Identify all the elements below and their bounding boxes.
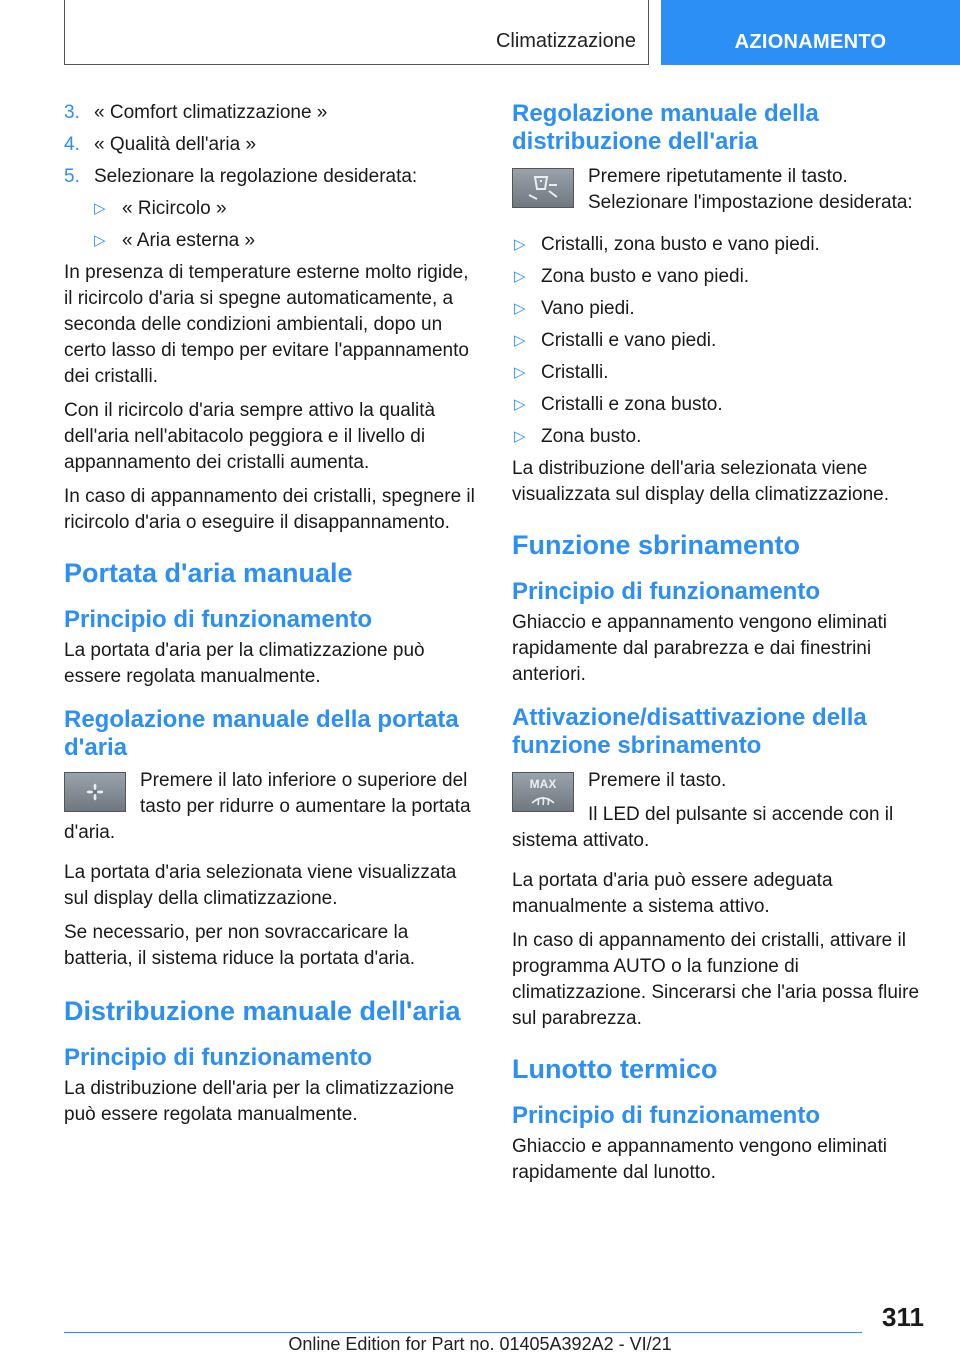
instruction-with-button <box>512 768 926 854</box>
left-column <box>64 100 478 1136</box>
heading-principio: Principio di funzionamento <box>512 1102 820 1129</box>
header-left-border <box>64 0 65 64</box>
heading-distribuzione: Distribuzione manuale dell'aria <box>64 996 461 1026</box>
instruction-with-button <box>512 164 926 216</box>
right-column <box>512 100 926 1194</box>
step-number: 3. <box>64 102 80 123</box>
header-divider <box>648 0 649 64</box>
chapter-tab[interactable] <box>661 0 960 65</box>
sub-option-text: « Ricircolo » <box>122 198 227 219</box>
step-text: Selezionare la regolazione desiderata: <box>94 166 418 187</box>
chapter-tab-label: AZIONAMENTO <box>734 31 887 53</box>
paragraph: In presenza di temperature esterne molto rigide, il ricircolo d'aria si spegne automaticamente, a seconda delle condizioni ambientali, dopo un certo lasso di tempo per evitare l'appannamento dei cristalli. <box>64 262 469 387</box>
list-item-text: Zona busto. <box>541 426 642 447</box>
triangle-bullet-icon: ▷ <box>514 300 526 317</box>
list-item <box>512 328 926 354</box>
step-3 <box>64 100 478 126</box>
triangle-bullet-icon: ▷ <box>514 236 526 253</box>
heading-attivazione: Attivazione/disattivazione della funzione sbrinamento <box>512 704 867 759</box>
heading-lunotto: Lunotto termico <box>512 1054 718 1084</box>
list-item-text: Vano piedi. <box>541 298 635 319</box>
paragraph: Il LED del pulsante si accende con il sistema attivato. <box>512 804 894 851</box>
paragraph: Premere ripetutamente il tasto. Selezionare l'impostazione desiderata: <box>588 166 913 213</box>
heading-principio: Principio di funzionamento <box>64 606 372 633</box>
paragraph: Se necessario, per non sovraccaricare la batteria, il sistema riduce la portata d'aria. <box>64 922 416 969</box>
header-rule <box>64 64 649 65</box>
step-text: « Qualità dell'aria » <box>94 134 257 155</box>
list-item-text: Cristalli, zona busto e vano piedi. <box>541 234 820 255</box>
triangle-bullet-icon: ▷ <box>94 232 106 249</box>
paragraph: In caso di appannamento dei cristalli, attivare il programma AUTO o la funzione di climatizzazione. Sincerarsi che l'aria possa fluire sul parabrezza. <box>512 930 920 1029</box>
triangle-bullet-icon: ▷ <box>94 200 106 217</box>
list-item <box>512 424 926 450</box>
list-item <box>512 360 926 386</box>
max-label: MAX <box>529 776 557 791</box>
step-5 <box>64 164 478 190</box>
air-distribution-button-icon <box>512 168 574 208</box>
heading-sbrinamento: Funzione sbrinamento <box>512 530 801 560</box>
paragraph: La portata d'aria può essere adeguata manualmente a sistema attivo. <box>512 870 833 917</box>
heading-regolazione-distribuzione: Regolazione manuale della distribuzione dell'aria <box>512 100 819 155</box>
paragraph: La portata d'aria selezionata viene visualizzata sul display della climatizzazione. <box>64 862 457 909</box>
section-title: Climatizzazione <box>495 30 636 52</box>
triangle-bullet-icon: ▷ <box>514 364 526 381</box>
heading-principio: Principio di funzionamento <box>64 1044 372 1071</box>
list-item <box>512 296 926 322</box>
list-item <box>512 392 926 418</box>
heading-portata: Portata d'aria manuale <box>64 558 353 588</box>
paragraph: Ghiaccio e appannamento vengono eliminati rapidamente dal parabrezza e dai finestrini anteriori. <box>512 612 887 685</box>
paragraph: Con il ricircolo d'aria sempre attivo la qualità dell'aria nell'abitacolo peggiora e il livello di appannamento dei cristalli aumenta. <box>64 400 436 473</box>
triangle-bullet-icon: ▷ <box>514 332 526 349</box>
fan-button-icon <box>64 772 126 812</box>
paragraph: In caso di appannamento dei cristalli, spegnere il ricircolo d'aria o eseguire il disappannamento. <box>64 486 475 533</box>
paragraph: La distribuzione dell'aria selezionata viene visualizzata sul display della climatizzazione. <box>512 458 890 505</box>
paragraph: Premere il tasto. <box>588 770 727 791</box>
list-item-text: Cristalli. <box>541 362 609 383</box>
page-number: 311 <box>882 1302 924 1332</box>
heading-principio: Principio di funzionamento <box>512 578 820 605</box>
paragraph: Ghiaccio e appannamento vengono eliminati rapidamente dal lunotto. <box>512 1136 887 1183</box>
heading-regolazione-portata: Regolazione manuale della portata d'aria <box>64 706 459 761</box>
triangle-bullet-icon: ▷ <box>514 396 526 413</box>
list-item-text: Cristalli e vano piedi. <box>541 330 717 351</box>
paragraph: La portata d'aria per la climatizzazione può essere regolata manualmente. <box>64 640 425 687</box>
list-item <box>512 232 926 258</box>
step-number: 4. <box>64 134 80 155</box>
footer-rule <box>64 1332 862 1333</box>
distribution-options <box>512 232 926 450</box>
max-defrost-button-icon <box>512 772 574 812</box>
step-4 <box>64 132 478 158</box>
sub-option-text: « Aria esterna » <box>122 230 256 251</box>
sub-option <box>64 228 478 254</box>
triangle-bullet-icon: ▷ <box>514 428 526 445</box>
footer-edition: Online Edition for Part no. 01405A392A2 - VI/21 <box>288 1334 672 1354</box>
paragraph: La distribuzione dell'aria per la climatizzazione può essere regolata manualmente. <box>64 1078 455 1125</box>
list-item-text: Zona busto e vano piedi. <box>541 266 750 287</box>
instruction-with-button <box>64 768 478 846</box>
paragraph: Premere il lato inferiore o superiore del tasto per ridurre o aumentare la portata d'aria. <box>64 770 471 843</box>
list-item <box>512 264 926 290</box>
list-item-text: Cristalli e zona busto. <box>541 394 723 415</box>
sub-option <box>64 196 478 222</box>
triangle-bullet-icon: ▷ <box>514 268 526 285</box>
step-number: 5. <box>64 166 80 187</box>
step-text: « Comfort climatizzazione » <box>94 102 328 123</box>
